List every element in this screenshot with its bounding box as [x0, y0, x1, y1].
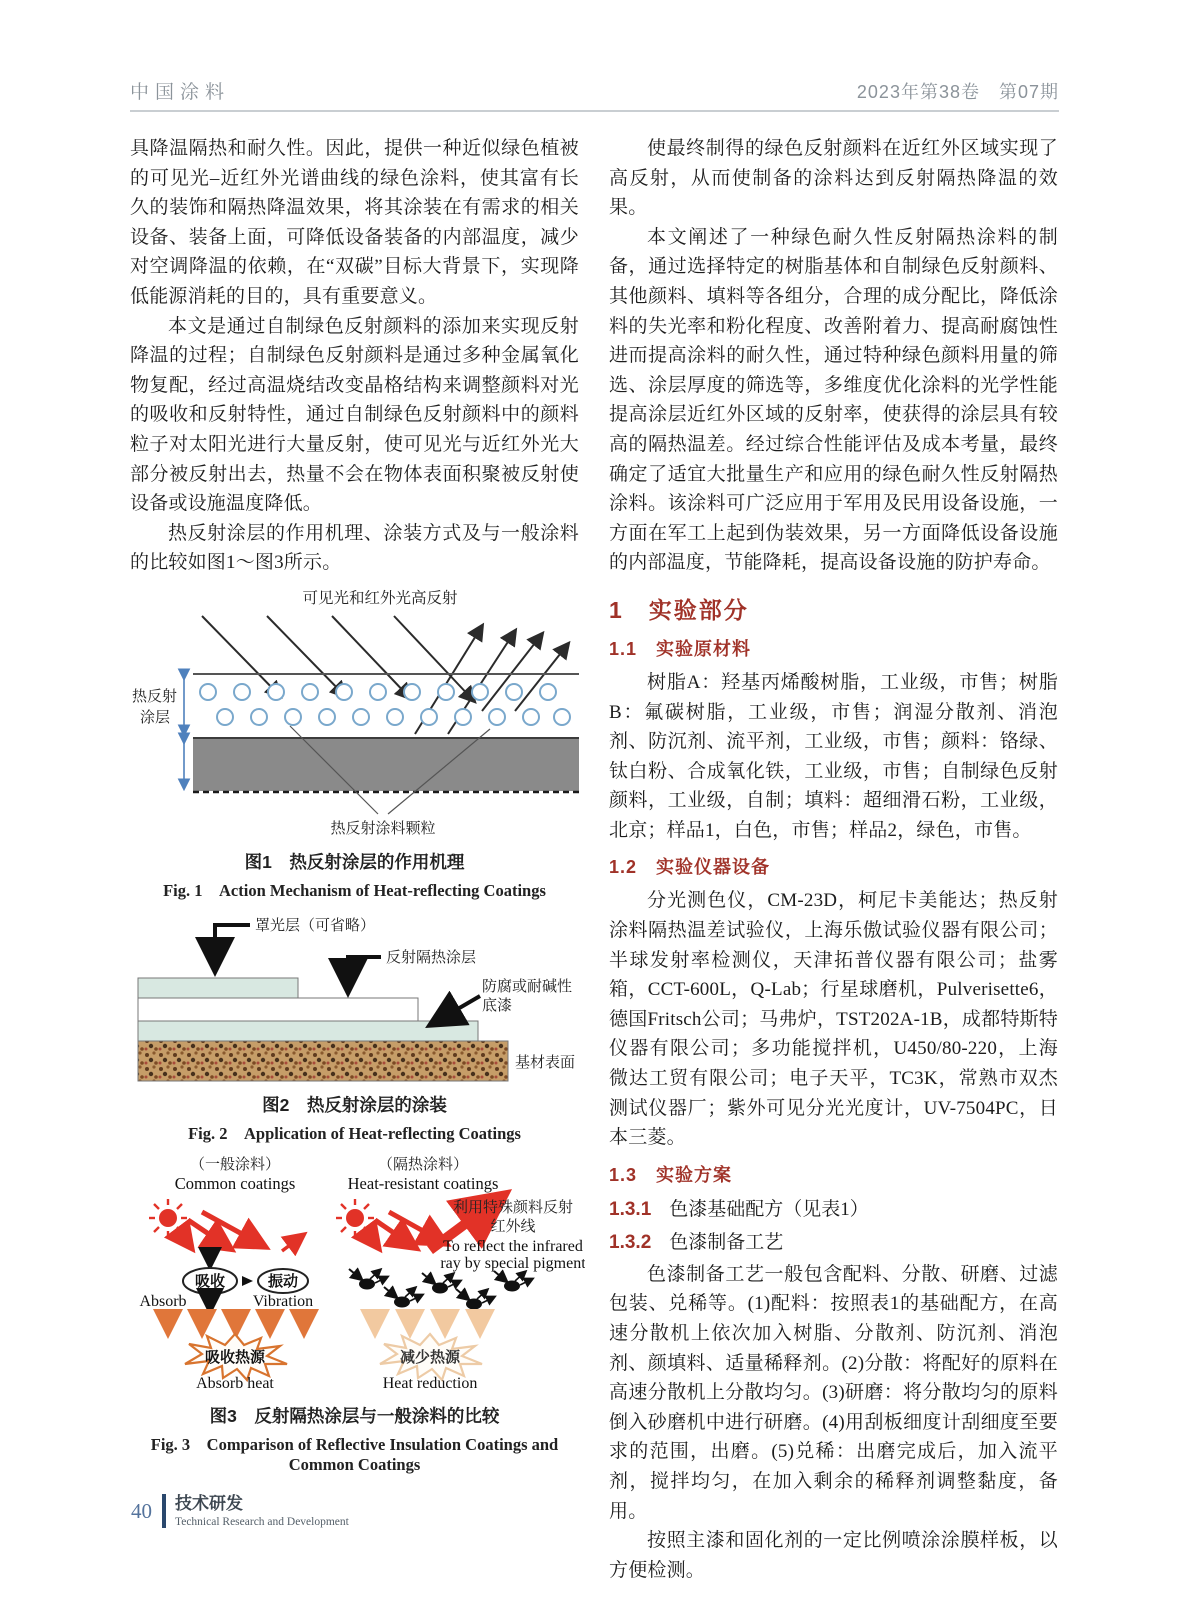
reflective-arrow: [348, 957, 381, 990]
section-heading-1-2: 1.2 实验仪器设备: [609, 857, 771, 878]
fig1-caption-zh: 图1 热反射涂层的作用机理: [244, 851, 465, 872]
heat-arrows-left: [168, 1316, 304, 1329]
fig3-right-title-zh: （隔热涂料）: [377, 1154, 469, 1173]
right-pointer-icon: [242, 1276, 253, 1286]
fig3-note-en-1: To reflect the infrared: [443, 1237, 583, 1255]
footer-section-zh: 技术研发: [175, 1494, 243, 1513]
figure-1-diagram: [130, 588, 579, 840]
fig1-layer-label-2: 涂层: [140, 707, 171, 726]
coating-stack: [138, 978, 508, 1081]
heading-text: 色漆制备工艺: [669, 1231, 784, 1253]
two-column-body: [130, 134, 1059, 1585]
section-heading-1-3-1: [609, 1194, 1058, 1221]
substrate-layer: [193, 738, 579, 792]
paragraph: 具降温隔热和耐久性。因此，提供一种近似绿色植被的可见光–近红外光谱曲线的绿色涂料，使其富有长久的装饰和隔热降温效果，将其涂装在有需求的相关设备、装备上面，可降低设备装备的内部温度，减少对空调降温的依赖，在“双碳”目标大背景下，实现降低能源消耗的目的，具有重要意义。: [130, 138, 579, 307]
fig3-heat-reduction-en: Heat reduction: [382, 1374, 478, 1392]
fig3-absorb-en: Absorb: [139, 1292, 187, 1310]
section-heading-1-1: 1.1 实验原材料: [609, 638, 752, 659]
figure-2-diagram: [130, 911, 579, 1083]
paragraph: 使最终制得的绿色反射颜料在近红外区域实现了高反射，从而使制备的涂料达到反射隔热降温的效果。: [609, 138, 1058, 219]
page-header: [130, 74, 1059, 112]
footer-divider: [162, 1494, 166, 1528]
fig3-left-title-en: Common coatings: [174, 1173, 296, 1193]
fig3-heat-reduction-zh: 减少热源: [399, 1347, 461, 1366]
fig2-primer-label-1: 防腐或耐碱性: [482, 976, 573, 995]
fig3-note-en-2: ray by special pigment: [440, 1254, 585, 1272]
fig3-absorb-heat-en: Absorb heat: [196, 1374, 274, 1392]
fig3-caption-zh: 图3 反射隔热涂层与一般涂料的比较: [209, 1405, 500, 1426]
figure-1: [130, 588, 579, 901]
section-heading-1-3-2: [609, 1227, 1058, 1254]
fig2-topcoat-label: 罩光层（可省略）: [255, 915, 376, 934]
fig3-vibration-en: Vibration: [252, 1292, 314, 1310]
fig3-right-title-en: Heat-resistant coatings: [347, 1173, 499, 1193]
fig2-substrate-label: 基材表面: [515, 1052, 576, 1071]
section-heading-1: 1 实验部分: [609, 596, 749, 623]
figure-3-diagram: [130, 1154, 585, 1394]
topcoat-arrow: [215, 925, 250, 969]
paragraph: 本文是通过自制绿色反射颜料的添加来实现反射降温的过程；自制绿色反射颜料是通过多种金属氧化物复配，经过高温烧结改变晶格结构来调整颜料对光的吸收和反射特性，通过自制绿色反射颜料中的颜料粒子对太阳光进行大量反射，使可见光与近红外光大部分被反射出去，热量不会在物体表面积聚被反射使设备或设施温度降低。: [130, 315, 579, 515]
fig1-caption-en: Fig. 1 Action Mechanism of Heat-reflecting Coatings: [163, 880, 546, 900]
primer-layer: [138, 1021, 478, 1041]
primer-arrow: [432, 996, 480, 1024]
paragraph: 分光测色仪，CM-23D，柯尼卡美能达；热反射涂料隔热温差试验仪，上海乐傲试验仪器有限公司；半球发射率检测仪，天津拓普仪器有限公司；盐雾箱，CCT-600L，Q-Lab；行星球磨机，Pulverisette6，德国Fritsch公司；马弗炉，TST202A-1B，成都特斯特仪器有限公司；多功能搅拌机，U450/80-220，上海微达工贸有限公司；电子天平，TC3K，常熟市双杰测试仪器厂；紫外可见分光光度计，UV-7504PC，日本三菱。: [609, 890, 1058, 1149]
fig1-bottom-label: 热反射涂料颗粒: [330, 818, 436, 837]
figure-3: [130, 1154, 585, 1475]
fig2-reflective-label: 反射隔热涂层: [386, 947, 477, 966]
fig2-caption-zh: 图2 热反射涂层的涂装: [262, 1094, 447, 1115]
topcoat-layer: [138, 978, 298, 998]
heading-number: 1.3.1: [609, 1198, 652, 1220]
left-column: [130, 134, 585, 1585]
heading-text: 色漆基础配方（见表1）: [669, 1198, 869, 1220]
fig3-caption-en-2: Common Coatings: [288, 1454, 421, 1474]
journal-title: 中国涂料: [130, 82, 231, 103]
fig3-left-title-zh: （一般涂料）: [189, 1154, 281, 1173]
fig2-caption-en: Fig. 2 Application of Heat-reflecting Coatings: [188, 1123, 521, 1143]
fig3-absorb-heat-zh: 吸收热源: [204, 1347, 266, 1366]
fig3-absorb-zh: 吸收: [194, 1271, 226, 1290]
pigment-particles-reflecting: [349, 1269, 532, 1310]
pigment-particles: [200, 684, 570, 725]
paragraph: 热反射涂层的作用机理、涂装方式及与一般涂料的比较如图1～图3所示。: [130, 522, 579, 574]
paragraph: 树脂A：羟基丙烯酸树脂，工业级，市售；树脂B：氟碳树脂，工业级，市售；润湿分散剂、消泡剂、防沉剂、流平剂，工业级，市售；颜料：铬绿、钛白粉、合成氧化铁，工业级，市售；自制绿色反射颜料，工业级，自制；填料：超细滑石粉，工业级，北京；样品1，白色，市售；样品2，绿色，市售。: [609, 671, 1058, 841]
paragraph: 色漆制备工艺一般包含配料、分散、研磨、过滤包装、兑稀等。(1)配料：按照表1的基础配方，在高速分散机上依次加入树脂、分散剂、防沉剂、消泡剂、颜填料、适量稀释剂。(2)分散：将配好的原料在高速分散机上分散均匀。(3)研磨：将分散均匀的原料倒入砂磨机中进行研磨。(4)用刮板细度计刮细度至要求的范围，出磨。(5)兑稀：出磨完成后，加入流平剂，搅拌均匀，在加入剩余的稀释剂调整黏度，备用。: [609, 1263, 1058, 1522]
issue-info: 2023年第38卷 第07期: [856, 82, 1059, 102]
sunlight-arrows-left: [178, 1212, 302, 1251]
paragraph: 按照主漆和固化剂的一定比例喷涂涂膜样板，以方便检测。: [609, 1530, 1058, 1581]
fig3-note-zh-1: 利用特殊颜料反射: [452, 1197, 574, 1216]
heading-number: 1.3.2: [609, 1231, 652, 1253]
paragraph: 本文阐述了一种绿色耐久性反射隔热涂料的制备，通过选择特定的树脂基体和自制绿色反射颜料、其他颜料、填料等各组分，合理的成分配比，降低涂料的失光率和粉化程度、改善附着力、提高耐腐蚀性进而提高涂料的耐久性，通过特种绿色颜料用量的筛选、涂层厚度的筛选等，多维度优化涂料的光学性能提高涂层近红外区域的反射率，使获得的涂层具有较高的隔热温差。经过综合性能评估及成本考量，最终确定了适宜大批量生产和应用的绿色耐久性反射隔热涂料。该涂料可广泛应用于军用及民用设备设施，一方面在军工上起到伪装效果，另一方面降低设备设施的内部温度，节能降耗，提高设备设施的防护寿命。: [609, 226, 1058, 574]
right-column: [609, 134, 1058, 1585]
coating-layer: [193, 674, 579, 725]
fig3-vibration-zh: 振动: [267, 1271, 299, 1290]
fig3-caption-en-1: Fig. 3 Comparison of Reflective Insulation Coatings and: [150, 1434, 559, 1454]
page-footer: [131, 1494, 349, 1528]
heat-arrows-right: [375, 1316, 480, 1329]
reflective-layer: [138, 998, 418, 1021]
figure-2: [130, 911, 579, 1144]
section-heading-1-3: 1.3 实验方案: [609, 1164, 733, 1185]
page-number: 40: [131, 1498, 152, 1523]
footer-section-en: Technical Research and Development: [175, 1516, 349, 1528]
fig1-layer-label-1: 热反射: [132, 686, 178, 705]
fig3-note-zh-2: 红外线: [490, 1216, 536, 1235]
fig2-primer-label-2: 底漆: [482, 995, 513, 1014]
substrate-surface: [138, 1041, 508, 1081]
fig1-top-label: 可见光和红外光高反射: [302, 588, 458, 607]
